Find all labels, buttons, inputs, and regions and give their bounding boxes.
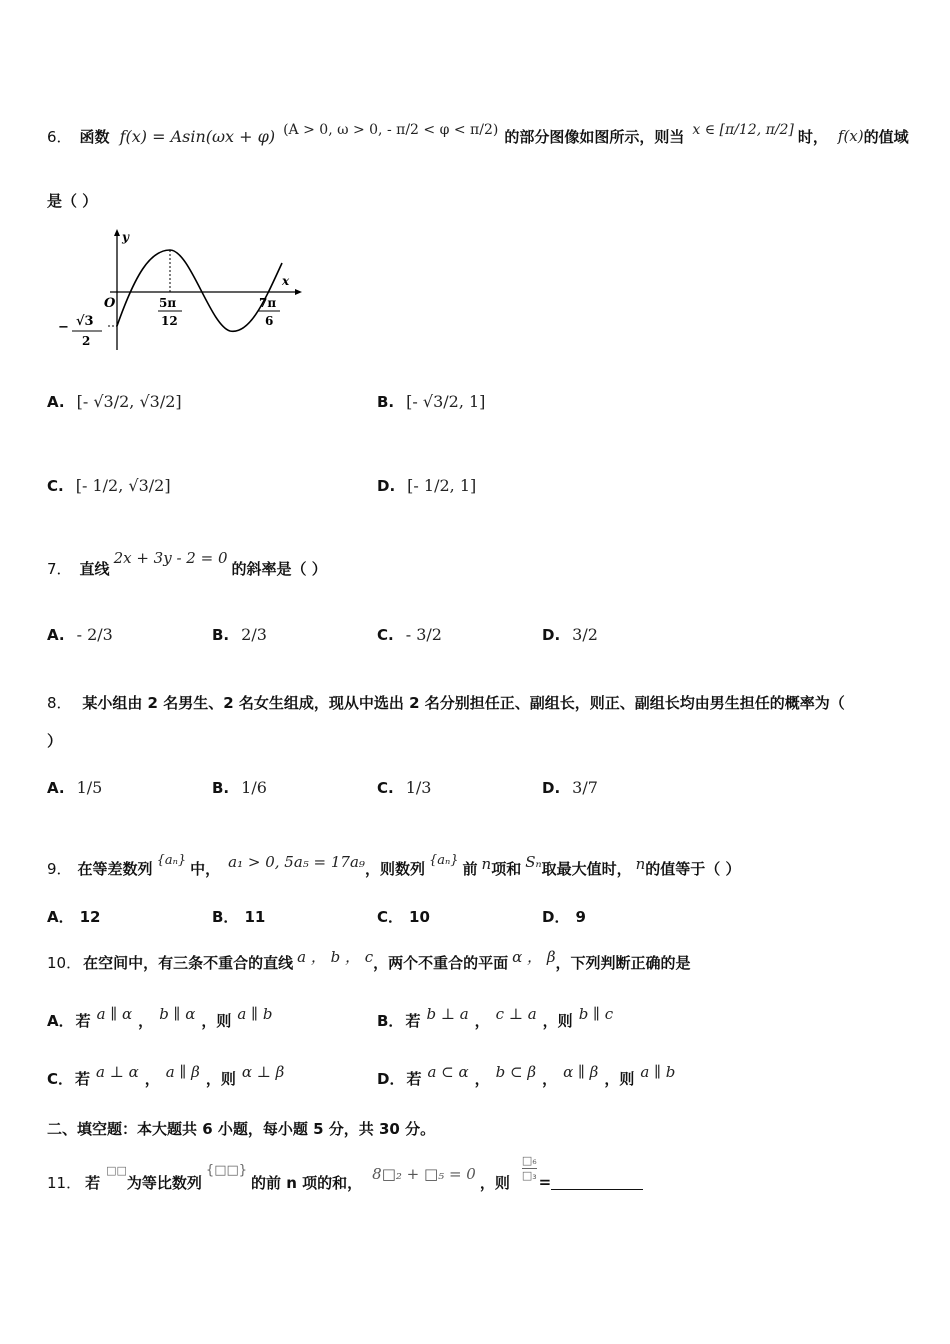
q9-option-c[interactable]: [377, 906, 430, 927]
q9-text-3: ，则数列: [364, 859, 425, 878]
option-expr: [- 1/2, √3/2]: [75, 476, 171, 495]
tick-7pi-6-den: 6: [265, 314, 274, 328]
q9-text-4: 前: [462, 859, 478, 878]
q9-line: [47, 846, 741, 890]
q7-number: 7．: [47, 559, 72, 578]
option-premise-2: a ∥ β: [165, 1063, 200, 1081]
option-label: A.: [47, 625, 65, 644]
origin-label: O: [104, 296, 116, 311]
option-ze: 则: [220, 1069, 236, 1088]
option-premise-2: c ⊥ a: [495, 1005, 537, 1023]
q10-option-d[interactable]: D． 若 a ⊂ α ， b ⊂ β ， α ∥ β ， 则 a ∥ b: [377, 1063, 676, 1088]
option-expr: 1/5: [76, 778, 103, 797]
option-ze: 则: [216, 1011, 232, 1030]
q7-option-d[interactable]: [542, 625, 598, 644]
q7-option-a[interactable]: [47, 625, 113, 644]
option-conclusion: α ⊥ β: [241, 1063, 285, 1081]
q11-line: [47, 1154, 643, 1204]
option-conclusion: a ∥ b: [237, 1005, 273, 1023]
q9-text-5: 项和: [491, 859, 522, 878]
q11-ratio-placeholder: □₆ □₃: [521, 1154, 537, 1182]
option-label: A．: [47, 908, 74, 926]
q6-sine-graph: [50, 225, 310, 355]
option-premise-1: a ∥ α: [96, 1005, 133, 1023]
option-expr: 1/6: [241, 778, 267, 797]
q9-sequence-2: {aₙ}: [428, 852, 459, 868]
q8-option-a[interactable]: [47, 778, 102, 797]
q9-n-2: n: [635, 855, 646, 873]
q9-option-b[interactable]: [212, 906, 265, 927]
q9-text-1: 在等差数列: [77, 859, 153, 878]
sine-curve: [117, 250, 282, 331]
q10-option-b[interactable]: B． 若 b ⊥ a ， c ⊥ a ， 则 b ∥ c: [377, 1005, 614, 1030]
q8-text: 某小组由 2 名男生、2 名女生组成，现从中选出 2 名分别担任正、副组长，则正、副组长均由男生担任的概率为（: [82, 694, 845, 712]
option-label: C．: [377, 908, 404, 926]
q8-line1: [47, 692, 845, 713]
tick-7pi-6-num: 7π: [259, 296, 277, 310]
q6-fx: f(x): [837, 127, 864, 145]
q8-option-b[interactable]: [212, 778, 267, 797]
option-ze: 则: [619, 1069, 635, 1088]
y-axis-label: y: [122, 230, 129, 244]
option-expr: 2/3: [241, 625, 267, 644]
option-label: D.: [542, 625, 561, 644]
q11-number: 11．: [47, 1173, 82, 1192]
q11-equals: =: [538, 1173, 552, 1191]
option-expr: 3/2: [572, 625, 598, 644]
q6-option-a[interactable]: [47, 392, 182, 411]
q6-text-1: 函数: [79, 127, 110, 146]
option-ze: 则: [557, 1011, 573, 1030]
option-label: D．: [542, 908, 570, 926]
option-label: D．: [377, 1069, 405, 1088]
tick-5pi-12-den: 12: [161, 314, 178, 328]
q8-line2: ）: [47, 732, 63, 750]
q10-option-a[interactable]: A． 若 a ∥ α ， b ∥ α ， 则 a ∥ b: [47, 1005, 273, 1030]
tick-5pi-12-num: 5π: [159, 296, 177, 310]
q6-condition: (A > 0, ω > 0, - π/2 < φ < π/2): [283, 122, 499, 138]
q9-text-6: 取最大值时，: [541, 859, 632, 878]
option-label: C．: [47, 1069, 74, 1088]
q6-option-d[interactable]: [377, 476, 476, 495]
option-conclusion: b ∥ c: [578, 1005, 614, 1023]
q11-seq-placeholder: {□□}: [205, 1162, 248, 1178]
option-expr: [- 1/2, 1]: [407, 476, 477, 495]
option-label: A．: [47, 1011, 74, 1030]
q6-function: f(x) = Asin(ωx + φ): [119, 126, 276, 146]
x-axis-label: x: [282, 274, 290, 288]
q11-text-1: 若: [85, 1173, 101, 1192]
option-label: C.: [377, 778, 394, 797]
q9-text-7: 的值等于（ ）: [645, 859, 741, 878]
q11-expression: 8□₂ + □₅ = 0: [372, 1165, 476, 1183]
q6-text-4: 的值域: [863, 127, 909, 146]
q9-condition: a₁ > 0, 5a₅ = 17a₉: [228, 853, 365, 871]
q11-sn-placeholder: □□: [106, 1163, 127, 1177]
option-expr: [- √3/2, 1]: [406, 392, 486, 411]
q9-number: 9．: [47, 859, 72, 878]
q11-text-3: 的前 n 项的和，: [251, 1173, 363, 1192]
y-axis-arrow: [114, 229, 120, 236]
option-label: B.: [377, 392, 395, 411]
option-label: D.: [542, 778, 561, 797]
q6-line2: 是（ ）: [47, 192, 98, 210]
q6-interval: x ∈ [π/12, π/2]: [692, 122, 794, 138]
option-expr: [- √3/2, √3/2]: [76, 392, 182, 411]
option-premise-1: a ⊂ α: [427, 1063, 469, 1081]
q8-option-d[interactable]: [542, 778, 598, 797]
q9-option-d[interactable]: [542, 906, 586, 927]
option-label: C.: [377, 625, 394, 644]
q7-text-2: 的斜率是（ ）: [231, 559, 327, 578]
q8-option-c[interactable]: [377, 778, 431, 797]
q7-option-b[interactable]: [212, 625, 267, 644]
option-label: A.: [47, 392, 65, 411]
option-label: A.: [47, 778, 65, 797]
option-expr: - 3/2: [405, 625, 442, 644]
q11-text-4: ，则: [479, 1173, 510, 1192]
option-ruo: 若: [75, 1069, 91, 1088]
option-label: D.: [377, 476, 396, 495]
option-expr: - 2/3: [76, 625, 113, 644]
q6-option-c[interactable]: [47, 476, 171, 495]
option-value: 12: [79, 907, 101, 926]
q7-text-1: 直线: [79, 559, 110, 578]
q6-option-b[interactable]: [377, 392, 485, 411]
q10-text-3: ，下列判断正确的是: [555, 953, 691, 972]
option-premise-1: a ⊥ α: [96, 1063, 139, 1081]
q11-text-2: 为等比数列: [126, 1173, 202, 1192]
q10-text-2: ，两个不重合的平面: [373, 953, 509, 972]
option-value: 11: [244, 907, 266, 926]
q9-sequence: {aₙ}: [156, 852, 187, 868]
q10-lines: a ， b ， c: [297, 947, 374, 966]
option-premise-2: b ⊂ β: [495, 1063, 537, 1081]
q6-line1: [47, 112, 909, 160]
option-premise-1: b ⊥ a: [426, 1005, 469, 1023]
option-label: C.: [47, 476, 64, 495]
option-expr: 3/7: [572, 778, 598, 797]
q7-expression: 2x + 3y - 2 = 0: [113, 549, 228, 567]
q9-option-a[interactable]: [47, 906, 100, 927]
q9-text-2: 中，: [190, 859, 221, 878]
option-value: 10: [409, 907, 430, 926]
q10-planes: α ， β: [512, 947, 556, 966]
option-premise-3: α ∥ β: [563, 1063, 599, 1081]
q10-number: 10．: [47, 953, 82, 972]
x-axis-arrow: [295, 289, 302, 295]
option-expr: 1/3: [405, 778, 432, 797]
q10-text-1: 在空间中，有三条不重合的直线: [83, 953, 294, 972]
option-ruo: 若: [405, 1011, 421, 1030]
y0-sign: −: [58, 320, 69, 335]
option-premise-2: b ∥ α: [159, 1005, 196, 1023]
q8-number: 8．: [47, 694, 72, 712]
option-label: B．: [212, 908, 239, 926]
option-label: B.: [212, 625, 230, 644]
q9-n: n: [481, 855, 492, 873]
y0-num: √3: [76, 314, 94, 329]
q7-line: [47, 548, 327, 588]
q6-number: 6．: [47, 127, 72, 146]
q7-option-c[interactable]: [377, 625, 442, 644]
q11-answer-blank[interactable]: [551, 1175, 643, 1190]
q10-option-c[interactable]: C． 若 a ⊥ α ， a ∥ β ， 则 α ⊥ β: [47, 1063, 285, 1088]
option-label: B．: [377, 1011, 404, 1030]
y0-den: 2: [82, 334, 91, 348]
q9-sn: Sₙ: [525, 853, 542, 871]
section-2-title: 二、填空题：本大题共 6 小题，每小题 5 分，共 30 分。: [47, 1120, 436, 1138]
option-conclusion: a ∥ b: [640, 1063, 676, 1081]
option-ruo: 若: [75, 1011, 91, 1030]
q10-line: [47, 942, 691, 982]
option-ruo: 若: [406, 1069, 422, 1088]
option-value: 9: [575, 907, 586, 926]
option-label: B.: [212, 778, 230, 797]
q6-text-2: 的部分图像如图所示，则当: [504, 127, 685, 146]
q6-text-3: 时，: [797, 127, 828, 146]
